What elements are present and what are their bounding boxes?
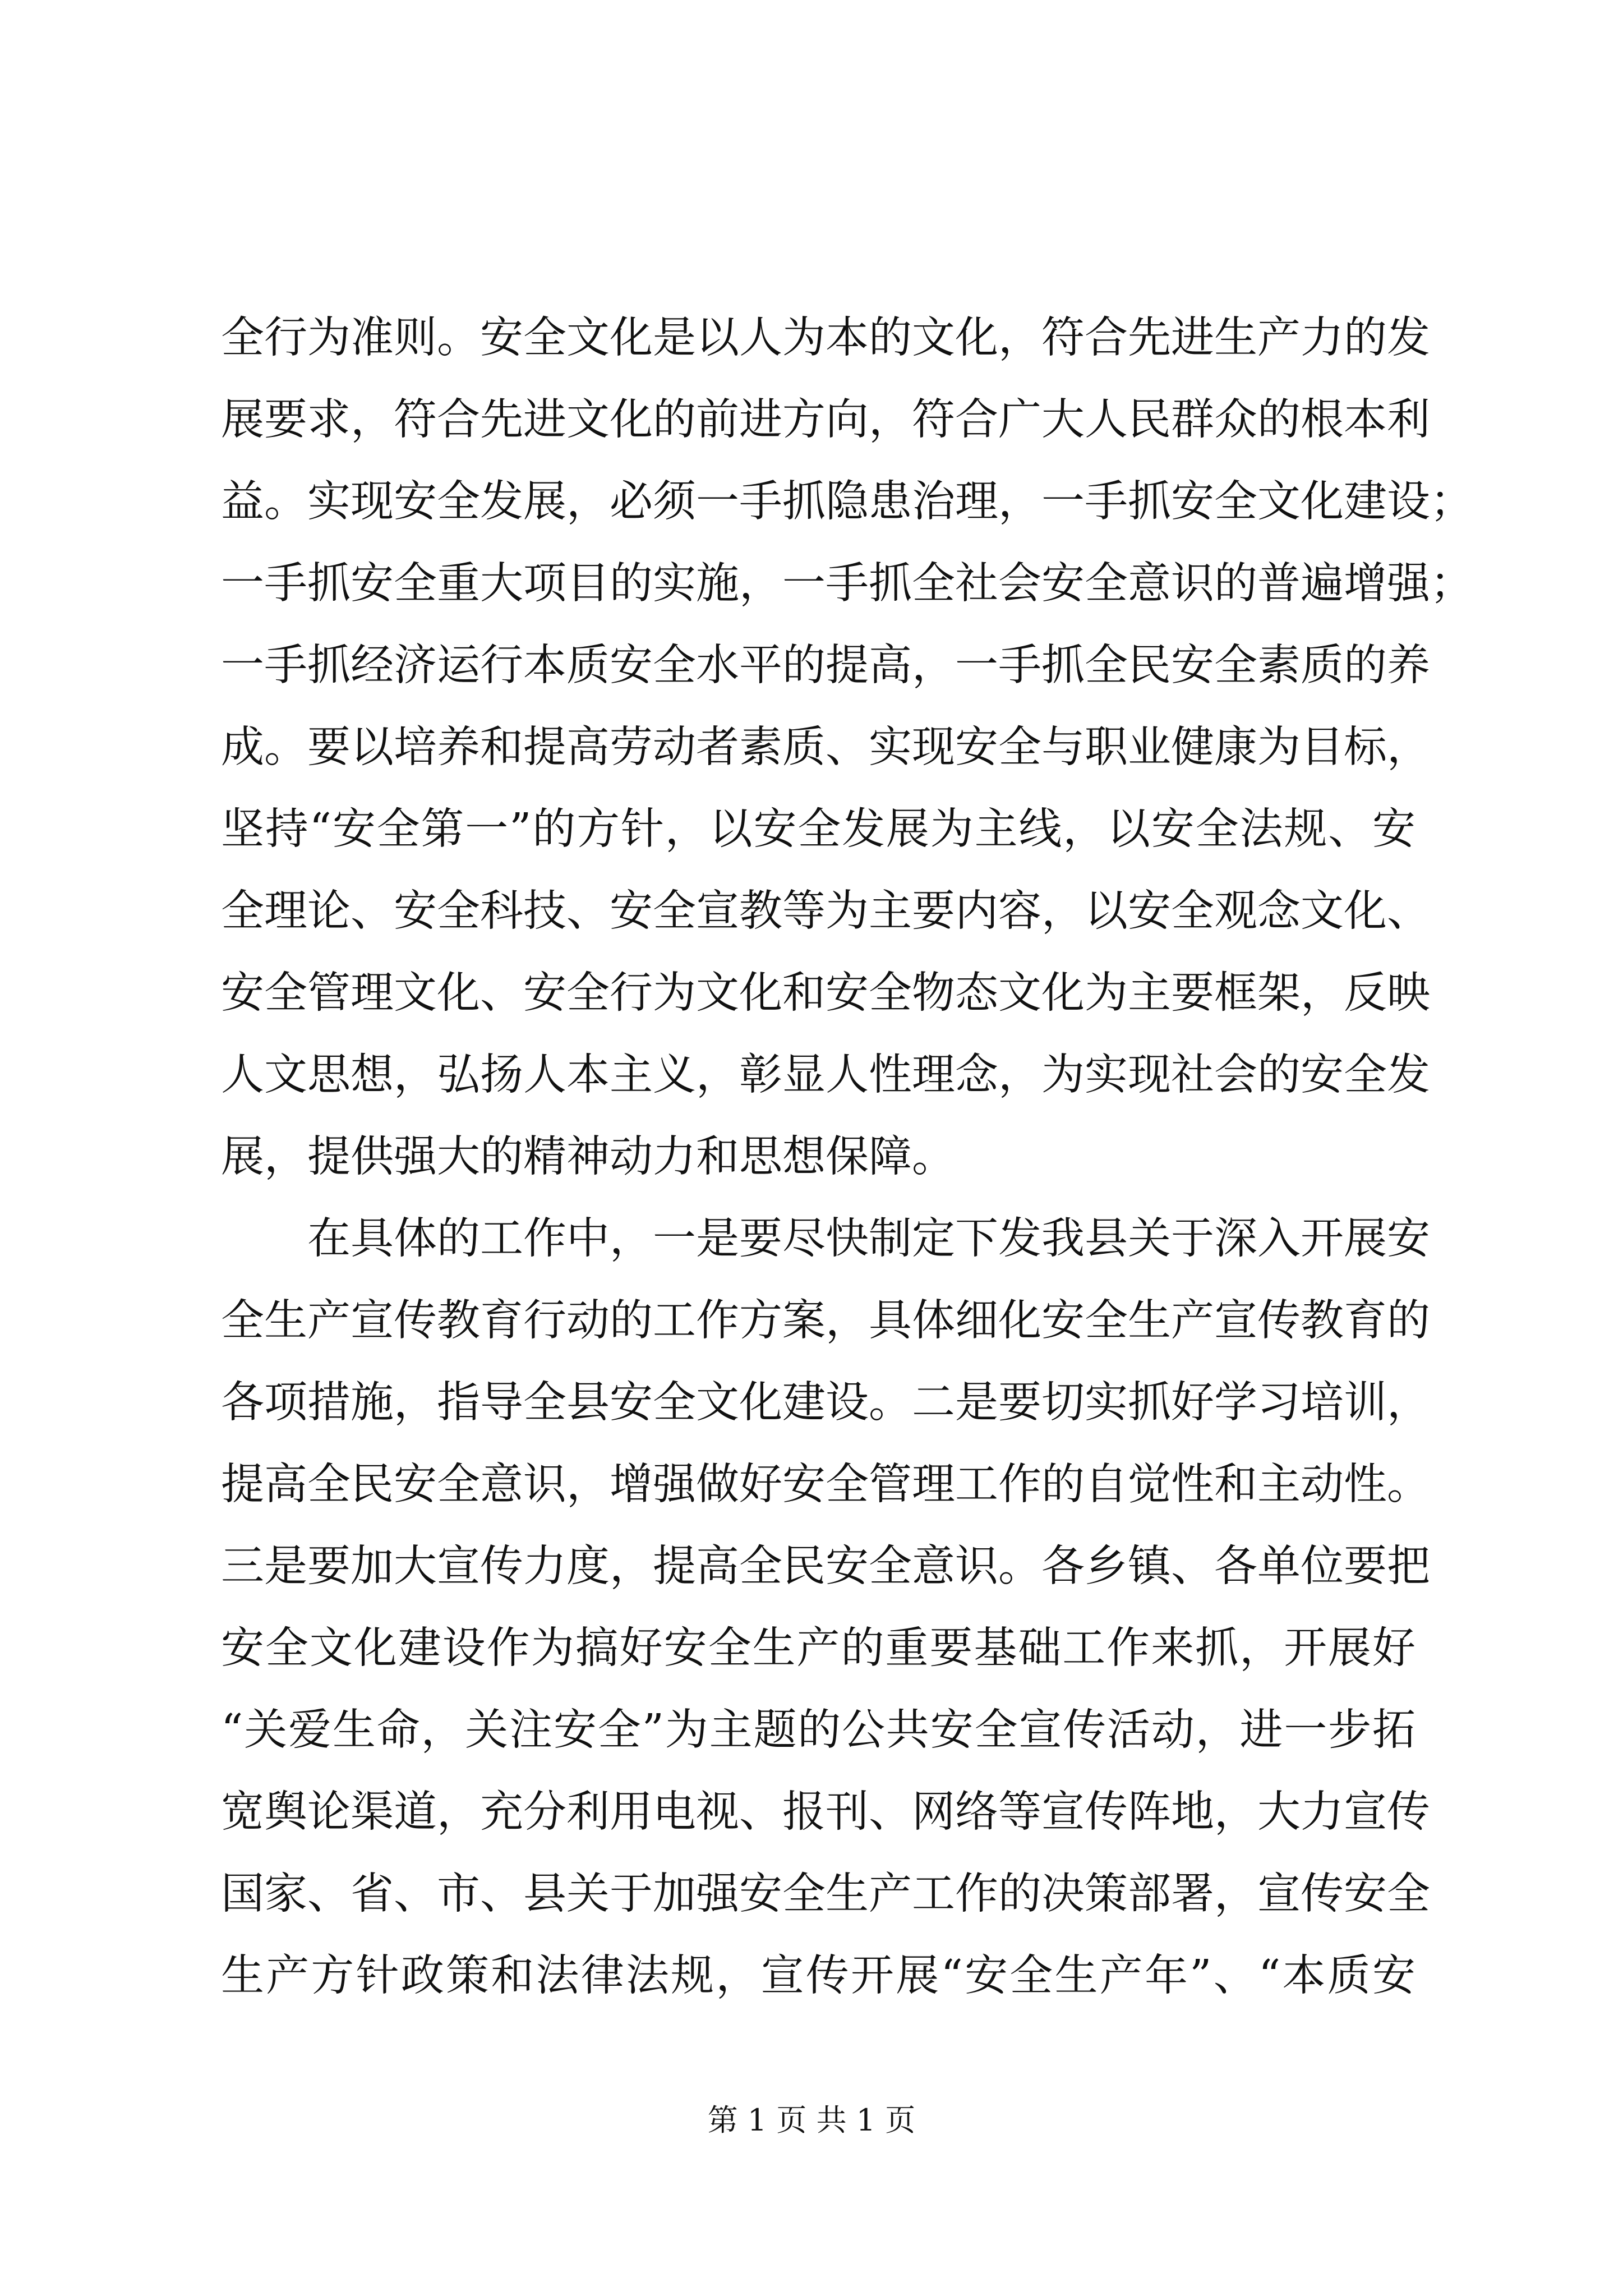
text-line: 坚持“安全第一”的方针，以安全发展为主线，以安全法规、安 <box>221 804 1415 854</box>
text-line: 益。实现安全发展，必须一手抓隐患治理，一手抓安全文化建设； <box>221 477 1473 527</box>
text-line: 国家、省、市、县关于加强安全生产工作的决策部署，宣传安全 <box>221 1869 1430 1919</box>
text-line: 一手抓安全重大项目的实施，一手抓全社会安全意识的普遍增强； <box>221 559 1473 609</box>
text-line: 全生产宣传教育行动的工作方案，具体细化安全生产宣传教育的 <box>221 1296 1430 1346</box>
text-line: 安全文化建设作为搞好安全生产的重要基础工作来抓，开展好 <box>221 1623 1415 1673</box>
text-line: 在具体的工作中，一是要尽快制定下发我县关于深入开展安 <box>307 1214 1430 1264</box>
text-line: 全行为准则。安全文化是以人为本的文化，符合先进生产力的发 <box>221 313 1430 363</box>
paragraph-2 <box>221 1198 1430 2017</box>
text-line: 三是要加大宣传力度，提高全民安全意识。各乡镇、各单位要把 <box>221 1542 1430 1591</box>
document-body <box>221 297 1473 2017</box>
text-line: 安全管理文化、安全行为文化和安全物态文化为主要框架，反映 <box>221 968 1430 1018</box>
text-line: 生产方针政策和法律法规，宣传开展“安全生产年”、“本质安 <box>221 1951 1415 2001</box>
text-line: 人文思想，弘扬人本主义，彰显人性理念，为实现社会的安全发 <box>221 1050 1430 1100</box>
text-line: 一手抓经济运行本质安全水平的提高，一手抓全民安全素质的养 <box>221 641 1430 691</box>
text-line: 展要求，符合先进文化的前进方向，符合广大人民群众的根本利 <box>221 395 1430 445</box>
text-line: 全理论、安全科技、安全宣教等为主要内容，以安全观念文化、 <box>221 886 1430 936</box>
page-number-footer: 第 1 页 共 1 页 <box>707 2102 916 2138</box>
text-line: 提高全民安全意识，增强做好安全管理工作的自觉性和主动性。 <box>221 1460 1430 1510</box>
text-line: 展，提供强大的精神动力和思想保障。 <box>221 1132 955 1182</box>
paragraph-1 <box>221 297 1473 1198</box>
text-line: “关爱生命，关注安全”为主题的公共安全宣传活动，进一步拓 <box>221 1705 1415 1755</box>
text-line: 成。要以培养和提高劳动者素质、实现安全与职业健康为目标， <box>221 723 1430 772</box>
text-line: 各项措施，指导全县安全文化建设。二是要切实抓好学习培训， <box>221 1378 1430 1428</box>
text-line: 宽舆论渠道，充分利用电视、报刊、网络等宣传阵地，大力宣传 <box>221 1787 1430 1837</box>
